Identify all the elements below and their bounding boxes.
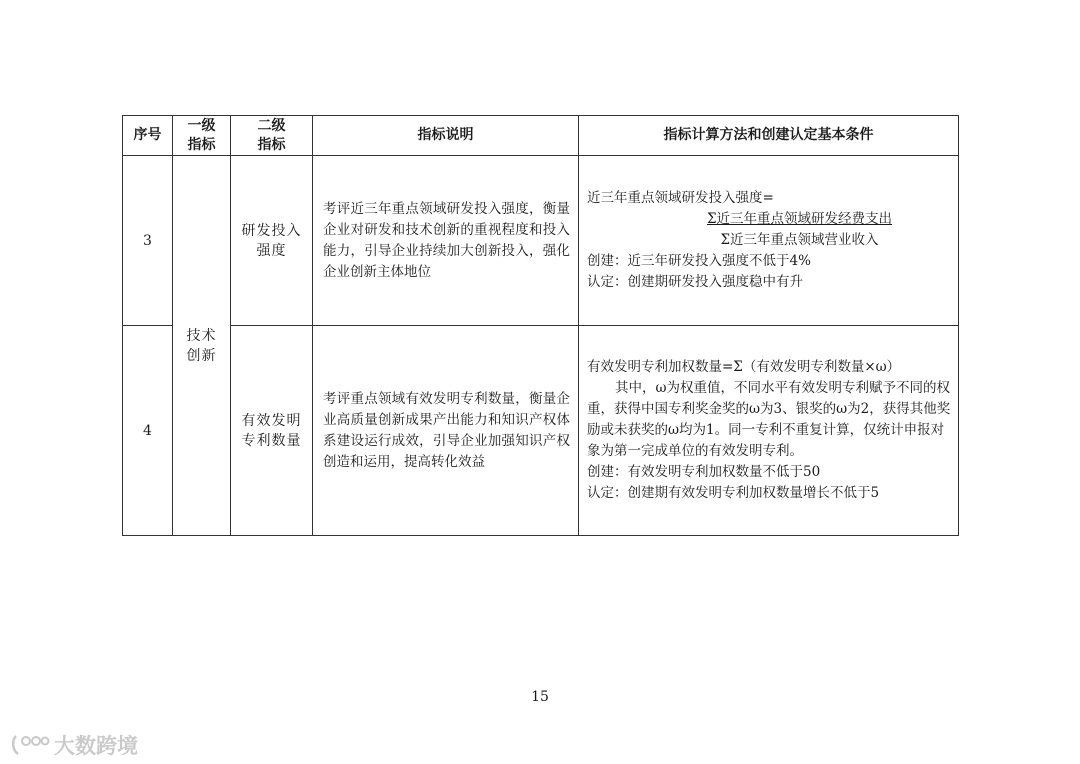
level1-cell xyxy=(173,156,231,536)
method-cell xyxy=(579,326,959,536)
method-create: 创建：近三年研发投入强度不低于4% xyxy=(587,253,811,269)
indicator-table xyxy=(122,115,959,536)
description-cell: 考评近三年重点领域研发投入强度，衡量企业对研发和技术创新的重视程度和投入能力，引导企业持续加大创新投入，强化企业创新主体地位 xyxy=(313,156,579,326)
row-seq: 3 xyxy=(123,156,173,326)
method-confirm: 认定：创建期有效发明专利加权数量增长不低于5 xyxy=(587,485,880,501)
table-header-row xyxy=(123,116,959,156)
header-level1 xyxy=(173,116,231,156)
method-cell xyxy=(579,156,959,326)
table-row xyxy=(123,156,959,326)
watermark xyxy=(10,730,138,760)
table-row xyxy=(123,326,959,536)
level2-line2: 强度 xyxy=(256,242,287,259)
formula-numerator-line xyxy=(587,209,952,230)
watermark-text: 大数跨境 xyxy=(54,734,138,758)
level1-line1: 技术 xyxy=(186,327,217,344)
level2-line1: 研发投入 xyxy=(241,222,302,239)
level2-cell xyxy=(231,156,313,326)
level2-cell xyxy=(231,326,313,536)
header-method: 指标计算方法和创建认定基本条件 xyxy=(579,116,959,156)
method-create: 创建：有效发明专利加权数量不低于50 xyxy=(587,464,821,480)
formula-numerator: Σ近三年重点领域研发经费支出 xyxy=(706,211,893,227)
header-level2 xyxy=(231,116,313,156)
row-seq: 4 xyxy=(123,326,173,536)
level2-line2: 专利数量 xyxy=(241,432,302,449)
logo-icon xyxy=(10,732,50,758)
header-level1-line2: 指标 xyxy=(187,136,216,153)
header-seq: 序号 xyxy=(123,116,173,156)
level1-line2: 创新 xyxy=(186,347,217,364)
method-lead: 有效发明专利加权数量=Σ（有效发明专利数量×ω） xyxy=(587,359,901,375)
header-description: 指标说明 xyxy=(313,116,579,156)
header-level1-line1: 一级 xyxy=(187,117,216,134)
method-confirm: 认定：创建期研发投入强度稳中有升 xyxy=(587,274,803,290)
header-level2-line2: 指标 xyxy=(257,136,286,153)
method-note: 其中，ω为权重值，不同水平有效发明专利赋予不同的权重，获得中国专利奖金奖的ω为3、银奖的ω为2，获得其他奖励或未获奖的ω均为1。同一专利不重复计算，仅统计申报对象为第一完成单位的有效发明专利。 xyxy=(587,380,951,459)
page-number: 15 xyxy=(531,689,549,705)
method-lead: 近三年重点领域研发投入强度= xyxy=(587,190,774,206)
level2-line1: 有效发明 xyxy=(241,412,302,429)
description-cell: 考评重点领域有效发明专利数量，衡量企业高质量创新成果产出能力和知识产权体系建设运行成效，引导企业加强知识产权创造和运用，提高转化效益 xyxy=(313,326,579,536)
header-level2-line1: 二级 xyxy=(257,117,286,134)
formula-denominator: Σ近三年重点领域营业收入 xyxy=(720,232,879,248)
